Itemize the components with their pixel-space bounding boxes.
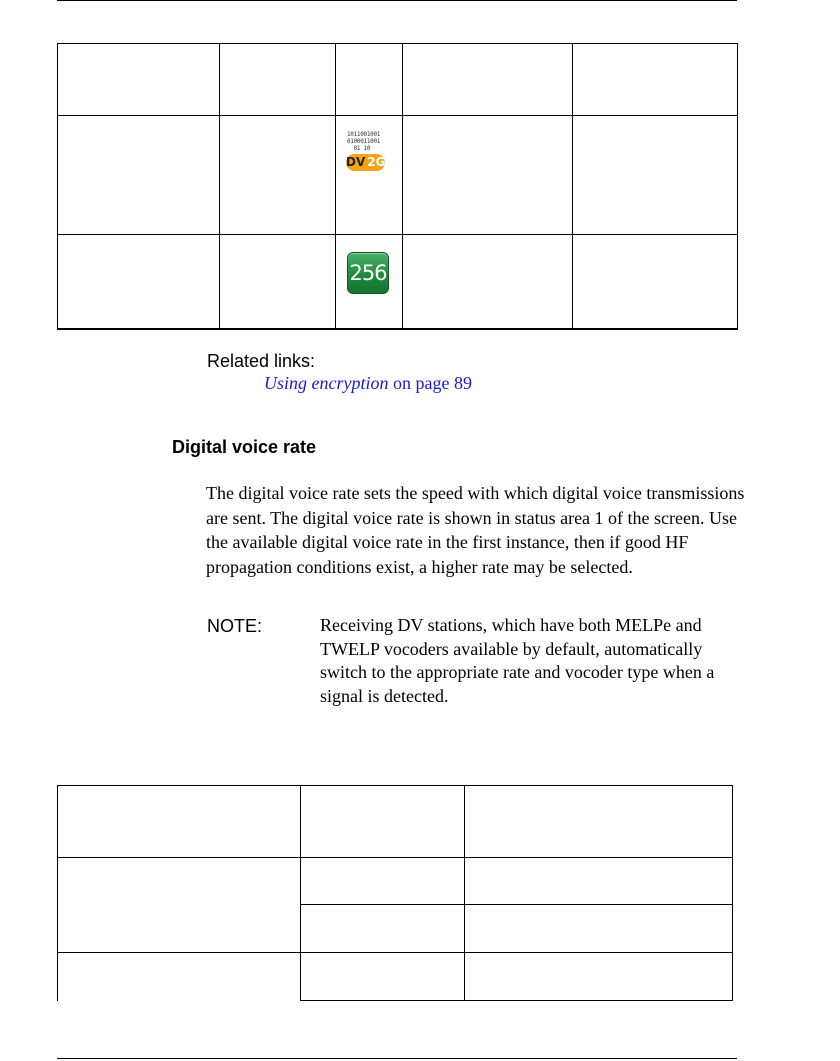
related-links-title: Related links: (207, 351, 316, 371)
section-paragraph: The digital voice rate sets the speed with which digital voice transmissions are sent. The digital voice rate is shown in status area 1 of the screen. Use the available digital voice rate in the first instance, then if good HF propagation conditions exist, a higher rate may be selected. (206, 483, 745, 577)
table-border-right (732, 785, 733, 1001)
voice-rate-table (57, 785, 733, 1002)
table-col-divider (572, 43, 573, 330)
related-link-text[interactable]: Using encryption (264, 373, 389, 393)
rate-256-label: 256 (347, 252, 389, 294)
note-label: NOTE: (207, 616, 263, 636)
encryption-icon-table (57, 43, 738, 330)
note-text: Receiving DV stations, which have both MELPe and TWELP vocoders available by default, automatically switch to the appropriate rate and vocoder type when a signal is detected. (320, 615, 715, 706)
bits-line: 0100011001 (347, 138, 381, 145)
section-heading: Digital voice rate (172, 437, 317, 457)
table-border-bottom (300, 1000, 733, 1001)
table-col-divider (464, 785, 465, 1001)
table-row-divider (57, 234, 738, 235)
table-row-divider (57, 857, 733, 858)
bits-line: 1011001001 (347, 131, 381, 138)
table-border-left (57, 43, 58, 330)
bottom-rule (57, 1058, 737, 1059)
dv-bits (347, 131, 380, 152)
rate-256-icon (347, 252, 389, 294)
table-border-left (57, 785, 58, 1001)
table-col-divider (402, 43, 403, 330)
table-row-divider (300, 904, 733, 905)
table-border-top (57, 43, 738, 44)
dv-badge (346, 154, 385, 171)
related-link-using-encryption[interactable] (264, 373, 472, 394)
table-col-divider (300, 785, 301, 1001)
bits-line: 01 10 (347, 145, 377, 152)
table-col-divider (335, 43, 336, 330)
dv-badge-right: 2G (367, 155, 386, 169)
table-border-top (57, 785, 733, 786)
dv-badge-left: DV (346, 155, 366, 169)
table-border-right (737, 43, 738, 330)
table-border-bottom (57, 328, 738, 330)
related-link-page[interactable]: on page 89 (392, 373, 472, 393)
table-row-divider (57, 115, 738, 116)
table-row-divider (57, 952, 733, 953)
table-col-divider (219, 43, 220, 330)
dv-2g-icon (346, 131, 386, 173)
top-rule (57, 0, 737, 1)
